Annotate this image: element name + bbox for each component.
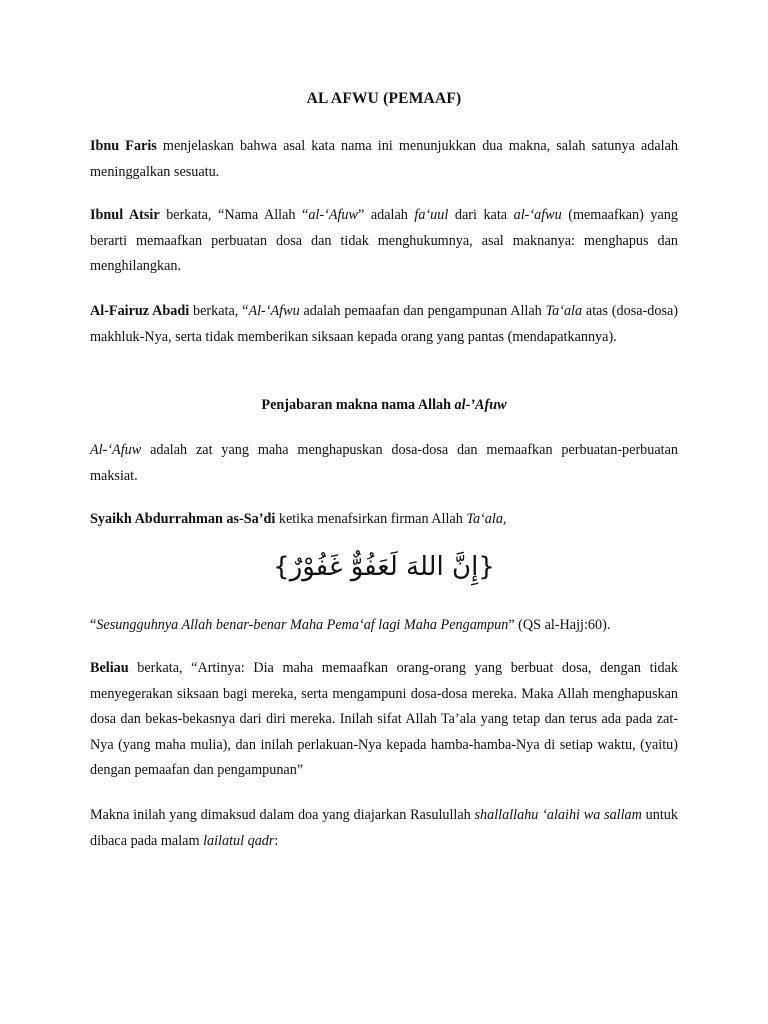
name-beliau: Beliau	[90, 660, 129, 676]
paragraph-text: untuk dibaca pada malam	[90, 807, 678, 849]
italic-term: shallallahu ‘alaihi wa sallam	[474, 807, 642, 823]
subheading-text: Penjabaran makna nama Allah	[261, 397, 455, 413]
paragraph-text: (memaafkan) yang berarti memaafkan perbuatan dosa dan tidak menghukumnya, asal maknanya: menghapus dan menghilangkan.	[90, 207, 678, 274]
paragraph-text: adalah zat yang maha menghapuskan dosa-dosa dan memaafkan perbuatan-perbuatan maksiat.	[90, 442, 678, 484]
name-syaikh-as-sadi: Syaikh Abdurrahman as-Sa’di	[90, 511, 276, 527]
paragraph-beliau-berkata	[90, 656, 678, 784]
paragraph-al-afuw-definition	[90, 438, 678, 489]
paragraph-text: berkata, “Nama Allah “	[159, 207, 309, 223]
name-al-fairuz-abadi: Al-Fairuz Abadi	[90, 303, 190, 319]
italic-term: fa‘uul	[414, 207, 449, 223]
name-ibnu-faris: Ibnu Faris	[90, 138, 157, 154]
name-ibnul-atsir: Ibnul Atsir	[90, 207, 160, 223]
italic-term: Al-‘Afwu	[248, 303, 300, 319]
paragraph-text: ” adalah	[357, 207, 415, 223]
paragraph-makna-doa	[90, 803, 678, 854]
arabic-verse: {إِنَّ اللهَ لَعَفُوٌّ غَفُوْرٌ}	[273, 552, 495, 582]
paragraph-text: berkata, “	[189, 303, 249, 319]
italic-term: lailatul qadr	[203, 832, 275, 849]
italic-term: Ta‘ala,	[466, 511, 507, 527]
section-subheading	[90, 397, 678, 414]
paragraph-text: dari kata	[448, 207, 514, 223]
paragraph-ibnu-faris	[90, 134, 678, 185]
paragraph-text: menjelaskan bahwa asal kata nama ini menunjukkan dua makna, salah satunya adalah meninggalkan sesuatu.	[90, 138, 678, 180]
paragraph-text: atas (dosa-dosa) makhluk-Nya, serta tidak memberikan siksaan kepada orang yang pantas (mendapatkannya).	[90, 303, 678, 345]
italic-term: Ta‘ala	[545, 303, 583, 319]
paragraph-text: Makna inilah yang dimaksud dalam doa yang diajarkan Rasulullah	[90, 807, 475, 823]
paragraph-text: berkata, “Artinya: Dia maha memaafkan orang-orang yang berbuat dosa, dengan tidak menyegerakan siksaan bagi mereka, serta mengampuni dosa-dosa mereka. Maka Allah menghapuskan dosa dan bekas-bekasnya dari diri mereka. Inilah sifat Allah Ta’ala yang tetap dan terus ada pada zat-Nya (yang maha mulia), dan inilah perlakuan-Nya kepada hamba-hamba-Nya di setiap waktu, (yaitu) dengan pemaafan dan pengampunan”	[90, 660, 678, 778]
paragraph-syaikh-as-sadi	[90, 507, 678, 533]
paragraph-ibnul-atsir	[90, 203, 678, 280]
paragraph-al-fairuz-abadi	[90, 299, 678, 350]
italic-term: Al-‘Afuw	[90, 442, 142, 458]
paragraph-text: ketika menafsirkan firman Allah	[275, 511, 467, 527]
subheading-italic: al-’Afuw	[454, 397, 507, 413]
paragraph-text: :	[274, 832, 279, 849]
paragraph-verse-translation	[90, 613, 678, 639]
quote-mark: “	[90, 617, 97, 633]
document-title: AL AFWU (PEMAAF)	[306, 90, 462, 107]
italic-term: al-‘afwu	[513, 207, 562, 223]
verse-reference: ” (QS al-Hajj:60).	[508, 617, 611, 633]
italic-translation: Sesungguhnya Allah benar-benar Maha Pema‘af lagi Maha Pengampun	[96, 617, 509, 633]
italic-term: al-‘Afuw	[308, 207, 358, 223]
paragraph-text: adalah pemaafan dan pengampunan Allah	[299, 303, 546, 319]
